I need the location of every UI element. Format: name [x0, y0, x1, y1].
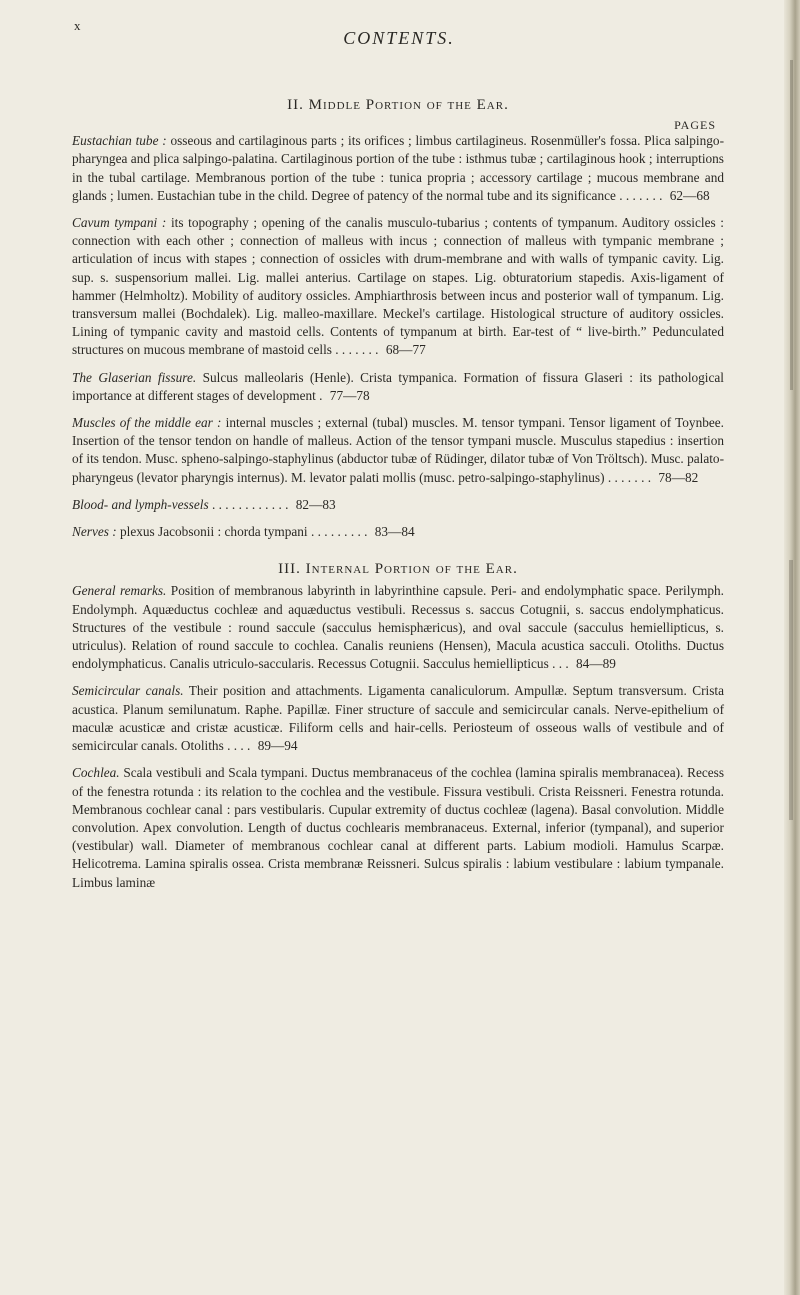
- page-range: 78—82: [658, 469, 699, 485]
- toc-entry: [72, 682, 724, 755]
- page-range: 62—68: [669, 187, 710, 203]
- toc-entry: [72, 582, 724, 673]
- toc-entry: [72, 132, 724, 205]
- toc-entry: [72, 496, 724, 514]
- page-range: 89—94: [257, 738, 298, 754]
- toc-entry: [72, 414, 724, 487]
- page-header: [74, 18, 724, 48]
- page-range: 83—84: [374, 524, 415, 540]
- entry-text: Position of membranous labyrinth in labyrinthine capsule. Peri- and endolymphatic space. Perilymph. Endolymph. Aquæductus cochleæ and aquæductus vestibuli. Recessus s. saccus Cotugnii, s. saccus endolymphaticus. Structures of the vestibule : round saccule (sacculus hemisphæricus), and oval saccule (sacculus hemiellipticus, s. utriculus). Relation of round saccule to cochlea. Canalis reuniens (Hensen), Macula acustica sacculi. Otoliths. Ductus endolymphaticus. Canalis utriculo-saccularis. Recessus Cotugnii. Sacculus hemiellipticus . . .: [72, 583, 724, 672]
- entry-title: Eustachian tube :: [72, 133, 167, 149]
- entry-text: internal muscles ; external (tubal) muscles. M. tensor tympani. Tensor ligament of Toynbee. Insertion of the tensor tendon on handle of malleus. Action of the tensor tympani muscle. Musculus stapedius : insertion of its tendon. Musc. spheno-salpingo-staphylinus (abductor tubæ of Rüdinger, dilator tubæ of Von Tröltsch). Musc. palato-pharyngeus (levator pharyngis internus). M. levator palati mollis (musc. petro-salpingo-staphylinus) . . . . . . .: [72, 415, 724, 485]
- entry-text: its topography ; opening of the canalis musculo-tubarius ; contents of tympanum. Auditory ossicles : connection with each other ; connection of malleus with incus ; connection of malleus with tympanic membrane ; articulation of incus with stapes ; connection of ossicles with drum-membrane and with walls of tympanic cavity. Lig. sup. s. suspensorium mallei. Lig. mallei anterius. Cartilage on stapes. Lig. obturatorium stapedis. Axis-ligament of hammer (Helmholtz). Mobility of auditory ossicles. Amphiarthrosis between incus and posterior wall of tympanum. Lig. transversum mallei (Bochdalek). Lig. malleo-maxillare. Meckel's cartilage. Histological structure of auditory ossicles. Lining of tympanic cavity and mastoid cells. Contents of tympanum at birth. Ear-test of “ live-birth.” Pedunculated structures on mucous membrane of mastoid cells . . . . . . .: [72, 215, 725, 358]
- entry-title: Semicircular canals.: [72, 683, 184, 699]
- contents-body: [72, 96, 724, 901]
- entry-text: Sulcus malleolaris (Henle). Crista tympanica. Formation of fissura Glaseri : its pathological importance at different stages of development .: [72, 369, 725, 403]
- page-range: 77—78: [329, 387, 370, 403]
- page-range: 84—89: [576, 656, 616, 672]
- entry-title: Cochlea.: [72, 765, 120, 781]
- entry-title: Muscles of the middle ear :: [72, 415, 222, 431]
- page-edge-shadow: [784, 0, 800, 1295]
- entry-title: The Glaserian fissure.: [72, 369, 197, 385]
- toc-entry: [72, 369, 724, 405]
- entry-title: General remarks.: [72, 583, 167, 599]
- entry-title: Blood- and lymph-vessels: [72, 496, 209, 512]
- toc-entry: [72, 764, 724, 891]
- entry-text: Scala vestibuli and Scala tympani. Ductus membranaceus of the cochlea (lamina spiralis membranacea). Recess of the fenestra rotunda : its relation to the cochlea and the vestibule. Fissura vestibuli. Crista Reissneri. Fenestra rotunda. Membranous cochlear canal : pars vestibularis. Cupular extremity of ductus cochleæ (lagena). Basal convolution. Middle convolution. Apex convolution. Length of ductus cochlearis membranaceus. External, inferior (tympanal), and superior (vestibular) wall. Diameter of membranous cochlear canal at different parts. Labium modioli. Hamulus Scarpæ. Helicotrema. Lamina spiralis ossea. Crista membranæ Reissneri. Sulcus spiralis : labium vestibulare : labium tympanale. Limbus laminæ: [72, 765, 724, 890]
- toc-entry: [72, 214, 724, 360]
- entry-title: Nerves :: [72, 524, 117, 540]
- pages-column-label: PAGES: [674, 118, 716, 133]
- entry-text: plexus Jacobsonii : chorda tympani . . . . . . . . .: [120, 524, 368, 540]
- entry-text: . . . . . . . . . . . .: [211, 496, 289, 512]
- running-title: CONTENTS.: [343, 28, 455, 48]
- section-gap: [72, 550, 724, 560]
- entry-title: Cavum tympani :: [72, 215, 167, 231]
- entry-text: Their position and attachments. Ligamenta canaliculorum. Ampullæ. Septum transversum. Crista acustica. Planum semilunatum. Raphe. Papillæ. Finer structure of saccule and semicircular canals. Nerve-epithelium of maculæ acusticæ and cristæ acusticæ. Filiform cells and hair-cells. Periosteum of osseous walls of vestibule and of semicircular canals. Otoliths . . . .: [72, 683, 724, 754]
- page-range: 68—77: [385, 342, 426, 358]
- page-folio: x: [74, 18, 82, 33]
- page-range: 82—83: [295, 496, 336, 512]
- section-heading-middle-ear: II. Middle Portion of the Ear.: [287, 97, 509, 113]
- toc-entry: [72, 523, 724, 541]
- section-heading-internal-ear: III. Internal Portion of the Ear.: [278, 561, 518, 578]
- entry-text: osseous and cartilaginous parts ; its orifices ; limbus cartilagineus. Rosenmüller's fossa. Plica salpingo-pharyngea and plica salpingo-palatina. Cartilaginous portion of the tube : isthmus tubæ ; cartilaginous hook ; interruptions in the tubal cartilage. Membranous portion of the tube : tunica propria ; accessory cartilage ; mucous membrane and glands ; lumen. Eustachian tube in the child. Degree of patency of the normal tube and its significance . . . . . . .: [72, 133, 724, 203]
